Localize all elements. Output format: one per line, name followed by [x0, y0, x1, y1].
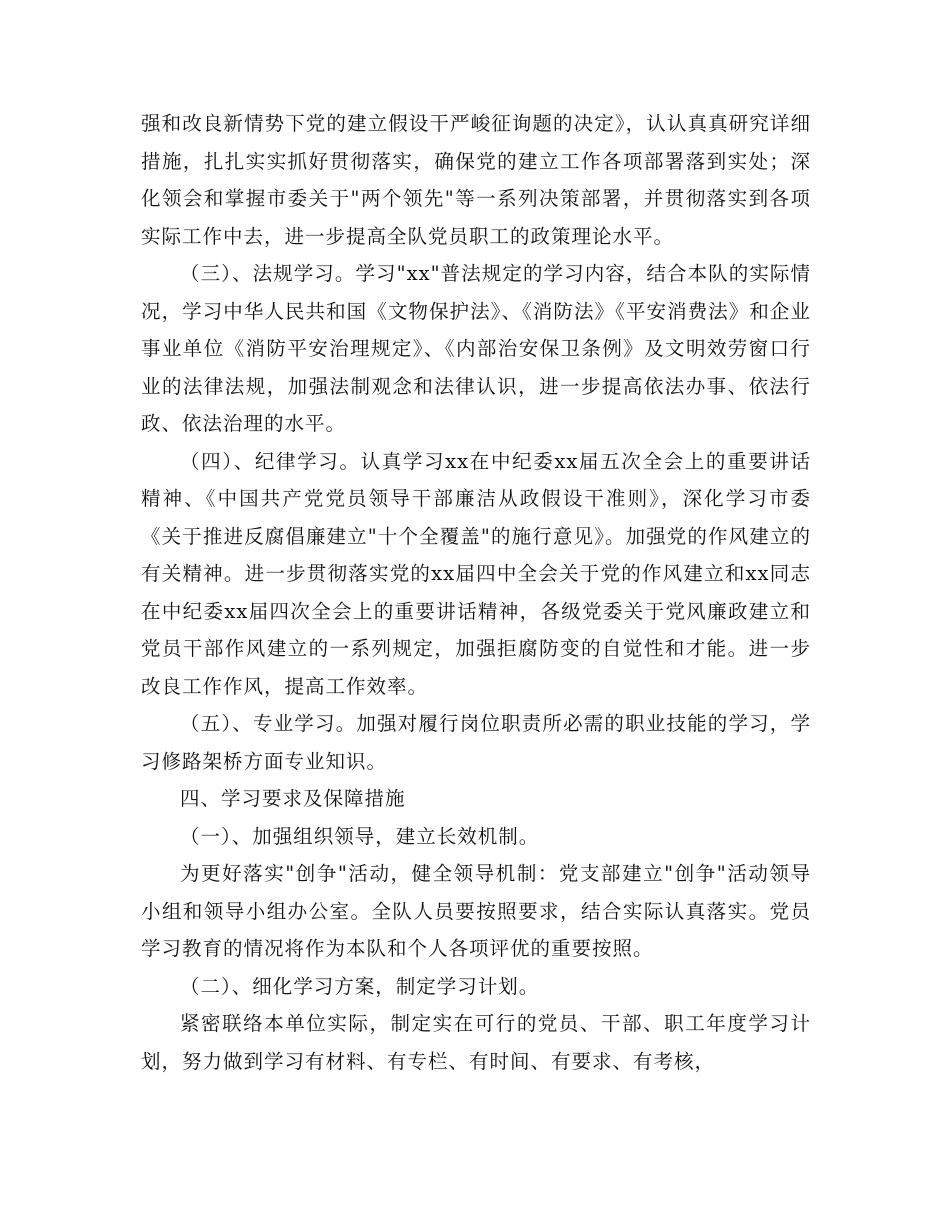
paragraph-professional-study: （五）、专业学习。加强对履行岗位职责所必需的职业技能的学习，学习修路架桥方面专业知识。 [141, 712, 811, 773]
section-heading-requirements: 四、学习要求及保障措施 [180, 787, 406, 810]
paragraph-regulations-study: （三）、法规学习。学习"xx"普法规定的学习内容，结合本队的实际情况，学习中华人民共和国《文物保护法》、《消防法》《平安消费法》和企业事业单位《消防平安治理规定》、《内部治安保卫条例》及文明效劳窗口行业的法律法规，加强法制观念和法律认识，进一步提高依法办事、依法行政、依法治理的水平。 [141, 262, 811, 435]
paragraph-discipline-study: （四）、纪律学习。认真学习xx在中纪委xx届五次全会上的重要讲话精神、《中国共产党党员领导干部廉洁从政假设干准则》，深化学习市委《关于推进反腐倡廉建立"十个全覆盖"的施行意见》。加强党的作风建立的有关精神。进一步贯彻落实党的xx届四中全会关于党的作风建立和xx同志在中纪委xx届四次全会上的重要讲话精神，各级党委关于党风廉政建立和党员干部作风建立的一系列规定，加强拒腐防变的自觉性和才能。进一步改良工作作风，提高工作效率。 [141, 449, 811, 698]
paragraph-organization: 为更好落实"创争"活动，健全领导机制：党支部建立"创争"活动领导小组和领导小组办公室。全队人员要按照要求，结合实际认真落实。党员学习教育的情况将作为本队和个人各项评优的重要按照。 [141, 862, 811, 960]
subheading-organization: （一）、加强组织领导，建立长效机制。 [180, 824, 540, 848]
paragraph-study-plan: 紧密联络本单位实际，制定实在可行的党员、干部、职工年度学习计划，努力做到学习有材料、有专栏、有时间、有要求、有考核， [141, 1012, 811, 1073]
document-body [141, 105, 811, 1080]
paragraph-continued: 强和改良新情势下党的建立假设干严峻征询题的决定》，认认真真研究详细措施，扎扎实实抓好贯彻落实，确保党的建立工作各项部署落到实处；深化领会和掌握市委关于"两个领先"等一系列决策部署，并贯彻落实到各项实际工作中去，进一步提高全队党员职工的政策理论水平。 [141, 112, 811, 248]
subheading-study-plan: （二）、细化学习方案，制定学习计划。 [180, 974, 540, 998]
